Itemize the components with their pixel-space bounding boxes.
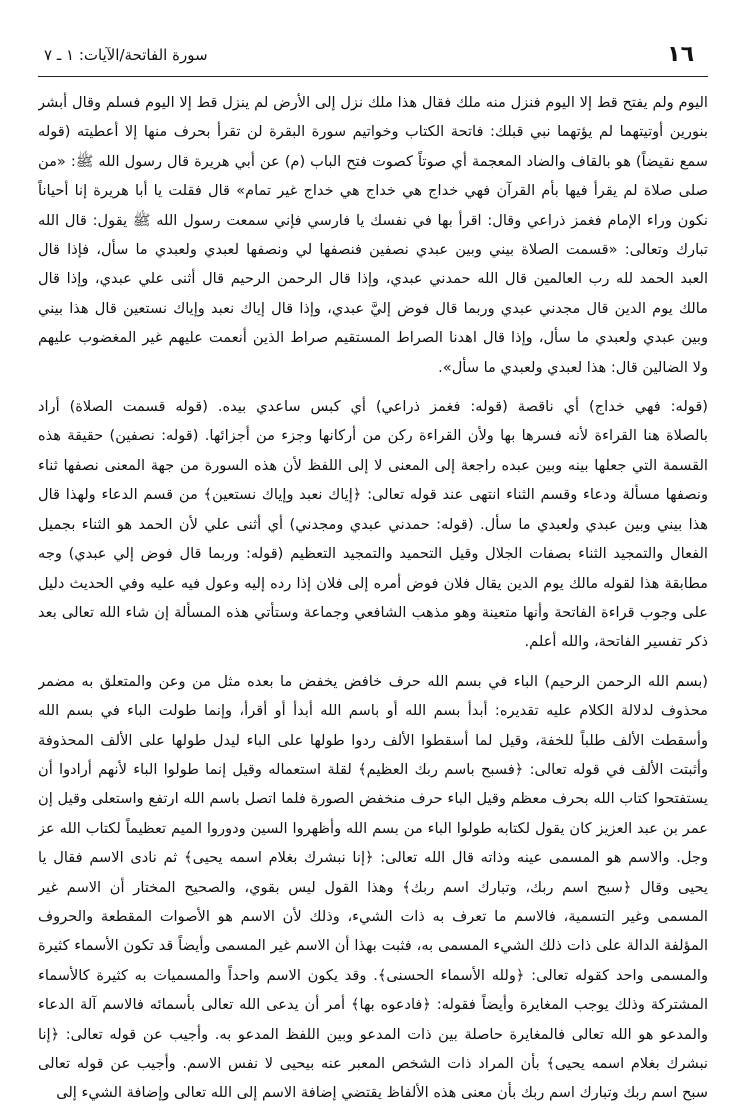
running-title: سورة الفاتحة/الآيات: ١ ـ ٧: [44, 46, 208, 64]
text-line: نكون وراء الإمام فغمز ذراعي وقال: اقرأ بها في نفسك يا فارسي فإني سمعت رسول الله ﷺ يقول: قال الله: [38, 211, 708, 229]
text-line: وأثبتت الألف في قوله تعالى: ﴿فسبح باسم ربك العظيم﴾ لقلة استعماله وقيل إنما طولوا الباء لأنهم أرادوا أن: [38, 760, 708, 778]
text-line: صلى صلاة لم يقرأ فيها بأم القرآن فهي خداج هي خداج هي خداج غير تمام» قال فقلت يا أبا هريرة إنا أحياناً: [38, 182, 708, 200]
text-line: ونصفها مسألة ودعاء وقسم الثناء انتهى عند قوله تعالى: ﴿إياك نعبد وإياك نستعين﴾ من قسم الدعاء ولهذا قال: [38, 486, 708, 504]
paragraph: [38, 667, 708, 1108]
text-line: والمدعو هو الله تعالى فالمغايرة حاصلة بين ذات المدعو وبين اللفظ المدعو به. وأجيب عن قوله تعالى: ﴿إنا: [38, 1025, 708, 1043]
text-line: يحيى وقال ﴿سبح اسم ربك، وتبارك اسم ربك﴾ وهذا القول ليس بقوي، والصحيح المختار أن الاسم غير: [38, 878, 708, 896]
text-line: محذوف لدلالة الكلام عليه تقديره: أبدأ بسم الله أو باسم الله أبدأ أو أقرأ، وإنما طولت الباء في بسم الله: [38, 702, 708, 720]
text-line: تبارك وتعالى: «قسمت الصلاة بيني وبين عبدي نصفين فنصفها لي ونصفها لعبدي ولعبدي ما سأل، فإذا قال: [38, 241, 708, 259]
text-line: والمسمى واحد كقوله تعالى: ﴿ولله الأسماء الحسنى﴾. وقد يكون الاسم واحداً والمسميات به كثيرة كالأسماء: [38, 966, 708, 984]
text-line: (بسم الله الرحمن الرحيم) الباء في بسم الله حرف خافض يخفض ما بعده مثل من وعن والمتعلق به مضمر: [38, 672, 708, 690]
text-line: سبح اسم ربك وتبارك اسم ربك بأن معنى هذه الألفاظ يقتضي إضافة الاسم إلى الله تعالى وإضافة الشيء إلى: [56, 1084, 708, 1102]
text-line: على وجوب قراءة الفاتحة وأنها متعينة وهو مذهب الشافعي وجماعة وستأتي هذه المسألة إن شاء الله تعالى بعد: [38, 603, 708, 621]
paragraph: [38, 88, 708, 382]
text-line: مالك يوم الدين قال مجدني عبدي وربما قال فوض إليَّ عبدي، وإذا قال إياك نعبد وإياك نستعين قال هذا بيني: [38, 299, 708, 317]
text-line: وجل. والاسم هو المسمى عينه وذاته قال الله تعالى: ﴿إنا نبشرك بغلام اسمه يحيى﴾ ثم نادى الاسم فقال يا: [38, 849, 708, 867]
text-line: بالصلاة هنا القراءة لأنه فسرها بها ولأن القراءة ركن من أركانها وجزء من أجزائها. (قوله: نصفين) حقيقة هذه: [38, 427, 708, 445]
text-line: عمر بن عبد العزيز كان يقول لكتابه طولوا الباء من بسم الله وأظهروا السين ودوروا الميم تعظيماً لكتاب الله عز: [38, 819, 708, 837]
paragraph: [38, 392, 708, 657]
text-line: وبين عبدي ولعبدي ما سأل، وإذا قال اهدنا الصراط المستقيم صراط الذين أنعمت عليهم غير المغضوب عليهم: [38, 329, 708, 347]
text-line: وأسقطت الألف طلباً للخفة، وقيل لما أسقطوا الألف ردوا طولها على الباء ليدل طولها على الألف المحذوفة: [38, 731, 708, 749]
text-line: بنورين أوتيتهما لم يؤتهما نبي قبلك: فاتحة الكتاب وخواتيم سورة البقرة لن تقرأ بحرف منها إلا أعطيته (قوله: [38, 123, 708, 141]
text-line: الفعال والتمجيد الثناء بصفات الجلال وقيل التحميد والتمجيد التعظيم (قوله: وربما قال فوض إلي عبدي) وجه: [38, 545, 708, 563]
text-line: القسمة التي جعلها بينه وبين عبده راجعة إلى المعنى لا إلى اللفظ لأن هذه السورة من جهة المعنى نصفها ثناء: [38, 456, 708, 474]
text-line: نبشرك بغلام اسمه يحيى﴾ بأن المراد ذات الشخص المعبر عنه بيحيى لا نفس الاسم. وأجيب عن قوله تعالى: [38, 1055, 708, 1072]
page-body: [38, 88, 708, 1108]
text-line: سمع نقيضاً) هو بالقاف والضاد المعجمة أي صوتاً كصوت فتح الباب (م) عن أبي هريرة قال رسول الله ﷺ: «من: [38, 152, 708, 170]
text-line: هذا بيني وبين عبدي ولعبدي ما سأل. (قوله: حمدني عبدي ومجدني) أي أثنى علي لأن الحمد هو الثناء بجميل: [38, 515, 708, 533]
text-line: العبد الحمد لله رب العالمين قال الله حمدني عبدي، وإذا قال الرحمن الرحيم قال أثنى علي عبدي، وإذا قال: [38, 270, 708, 288]
text-line: المشتركة وذلك يوجب المغايرة وأيضاً فقوله: ﴿فادعوه بها﴾ أمر أن يدعى الله تعالى بأسمائه فالاسم آلة الدعاء: [38, 996, 708, 1014]
page-number: ١٦: [667, 42, 694, 67]
text-line: ولا الضالين قال: هذا لعبدي ولعبدي ما سأل».: [438, 358, 708, 376]
text-line: مطابقة هذا لقوله مالك يوم الدين يقال فلان فوض أمره إلى فلان إذا رده إليه وعول فيه عليه وفي الحديث دليل: [38, 574, 708, 592]
text-line: يستفتحوا كتاب الله بحرف معظم وقيل الباء حرف منخفض الصورة فلما اتصل باسم الله ارتفع واستعلى وقيل إن: [38, 790, 708, 808]
text-line: (قوله: فهي خداج) أي ناقصة (قوله: فغمز ذراعي) أي كبس ساعدي بيده. (قوله قسمت الصلاة) أراد: [38, 398, 708, 416]
text-line: ذكر تفسير الفاتحة، والله أعلم.: [524, 633, 708, 651]
text-line: المؤلفة الدالة على ذات ذلك الشيء المسمى به، فثبت بهذا أن الاسم غير المسمى وأيضاً قد تكون الأسماء كثيرة: [38, 937, 708, 955]
text-line: المسمى وغير التسمية، فالاسم ما تعرف به ذات الشيء، وذلك لأن الاسم هو الأصوات المقطعة والحروف: [38, 907, 708, 925]
text-line: اليوم ولم يفتح قط إلا اليوم فنزل منه ملك فقال هذا ملك نزل إلى الأرض لم ينزل قط إلا اليوم فسلم وقال أبشر: [38, 94, 708, 111]
page-header: [38, 40, 708, 77]
